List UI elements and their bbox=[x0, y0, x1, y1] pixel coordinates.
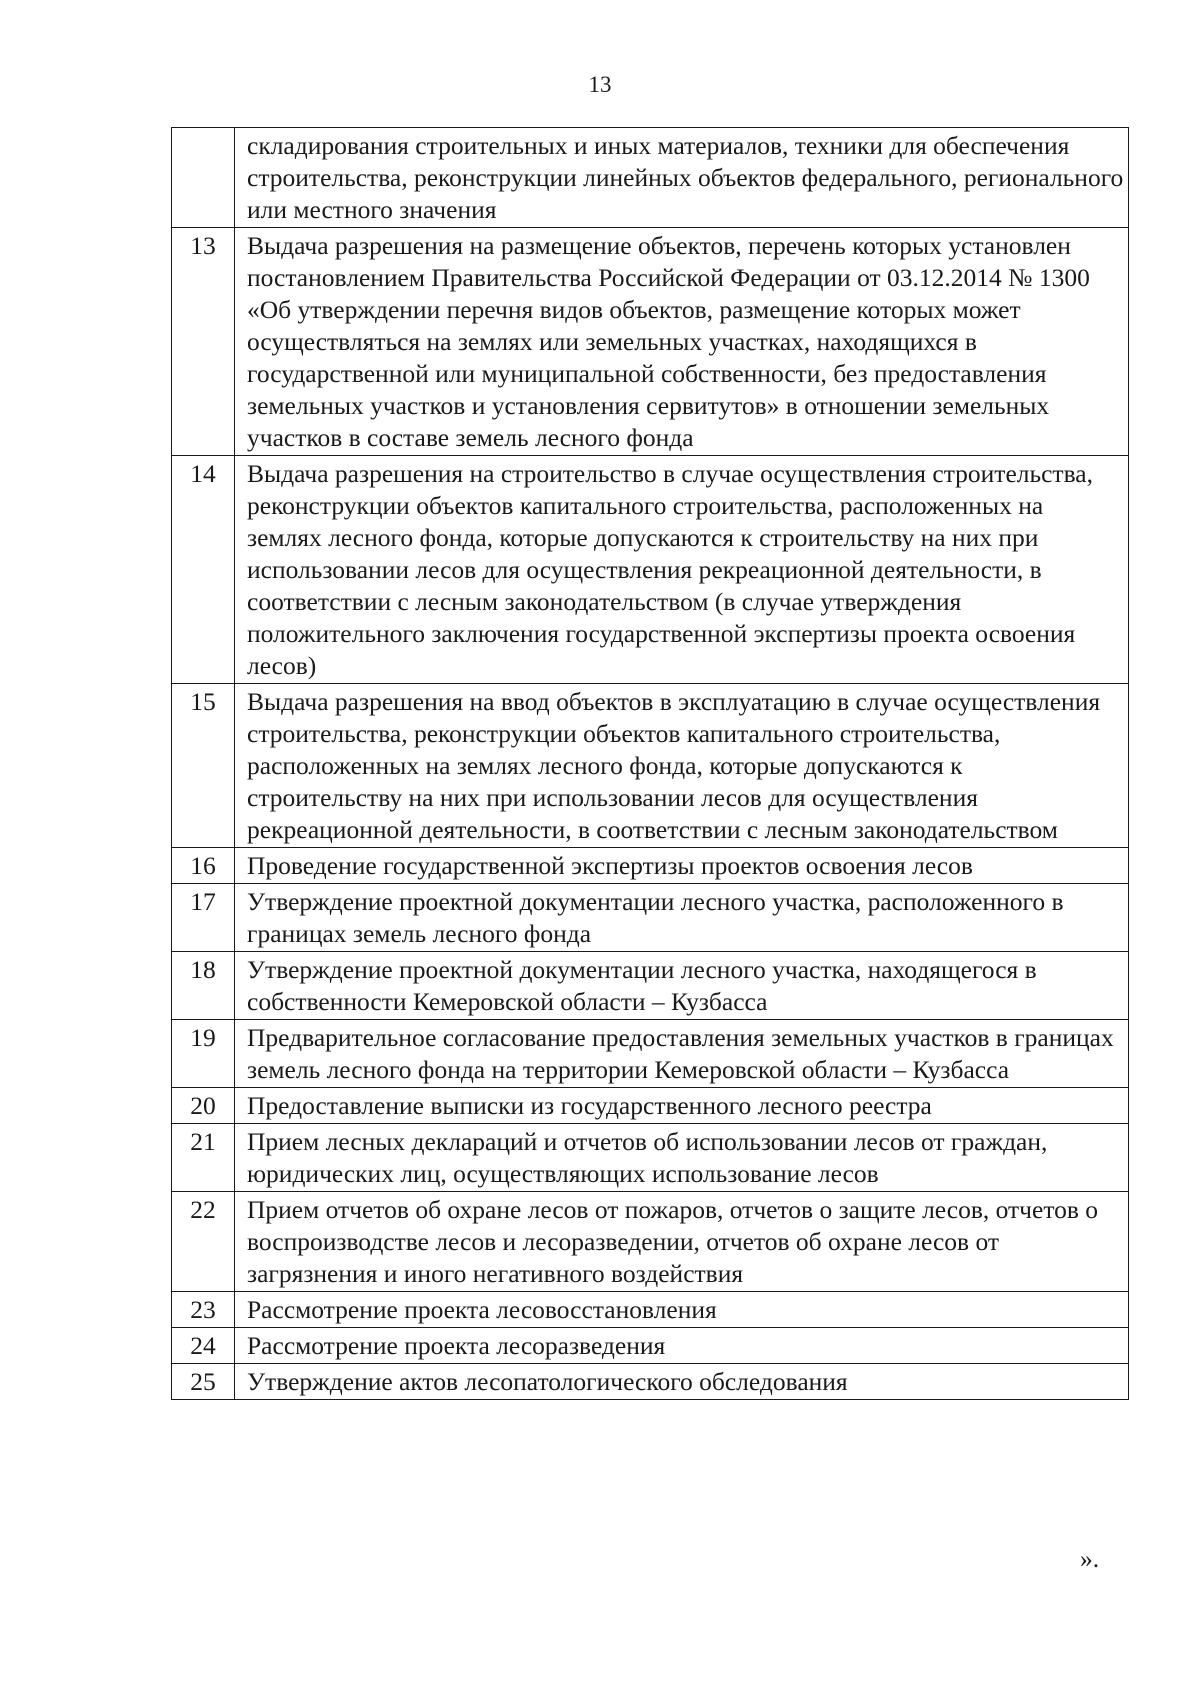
row-number: 17 bbox=[172, 884, 235, 952]
row-description: Рассмотрение проекта лесовосстановления bbox=[235, 1292, 1129, 1328]
services-table bbox=[171, 127, 1129, 1400]
row-description: Утверждение актов лесопатологического обследования bbox=[235, 1364, 1129, 1400]
row-number: 23 bbox=[172, 1292, 235, 1328]
row-description: Предварительное согласование предоставления земельных участков в границах земель лесного фонда на территории Кемеровской области – Кузбасса bbox=[235, 1020, 1129, 1088]
table-row bbox=[172, 848, 1129, 884]
row-description: Утверждение проектной документации лесного участка, находящегося в собственности Кемеровской области – Кузбасса bbox=[235, 952, 1129, 1020]
row-description: складирования строительных и иных материалов, техники для обеспечения строительства, реконструкции линейных объектов федерального, регионального или местного значения bbox=[235, 128, 1129, 228]
services-table-body bbox=[172, 128, 1129, 1400]
row-number: 15 bbox=[172, 684, 235, 848]
table-row bbox=[172, 1124, 1129, 1192]
row-number: 14 bbox=[172, 456, 235, 684]
row-number: 25 bbox=[172, 1364, 235, 1400]
table-row bbox=[172, 884, 1129, 952]
row-number bbox=[172, 128, 235, 228]
row-number: 19 bbox=[172, 1020, 235, 1088]
table-row bbox=[172, 952, 1129, 1020]
row-number: 18 bbox=[172, 952, 235, 1020]
row-number: 22 bbox=[172, 1192, 235, 1292]
table-row bbox=[172, 228, 1129, 456]
row-description: Рассмотрение проекта лесоразведения bbox=[235, 1328, 1129, 1364]
row-number: 13 bbox=[172, 228, 235, 456]
table-row bbox=[172, 1020, 1129, 1088]
row-number: 20 bbox=[172, 1088, 235, 1124]
row-description: Прием отчетов об охране лесов от пожаров, отчетов о защите лесов, отчетов о воспроизводстве лесов и лесоразведении, отчетов об охране лесов от загрязнения и иного негативного воздействия bbox=[235, 1192, 1129, 1292]
row-number: 16 bbox=[172, 848, 235, 884]
table-row bbox=[172, 1292, 1129, 1328]
row-number: 24 bbox=[172, 1328, 235, 1364]
closing-quote-mark: ». bbox=[1080, 1544, 1100, 1573]
table-row bbox=[172, 1328, 1129, 1364]
row-description: Предоставление выписки из государственного лесного реестра bbox=[235, 1088, 1129, 1124]
row-number: 21 bbox=[172, 1124, 235, 1192]
table-row bbox=[172, 1364, 1129, 1400]
table-row bbox=[172, 684, 1129, 848]
row-description: Выдача разрешения на строительство в случае осуществления строительства, реконструкции объектов капитального строительства, расположенных на землях лесного фонда, которые допускаются к строительству на них при использовании лесов для осуществления рекреационной деятельности, в соответствии с лесным законодательством (в случае утверждения положительного заключения государственной экспертизы проекта освоения лесов) bbox=[235, 456, 1129, 684]
row-description: Выдача разрешения на ввод объектов в эксплуатацию в случае осуществления строительства, реконструкции объектов капитального строительства, расположенных на землях лесного фонда, которые допускаются к строительству на них при использовании лесов для осуществления рекреационной деятельности, в соответствии с лесным законодательством bbox=[235, 684, 1129, 848]
table-row bbox=[172, 128, 1129, 228]
row-description: Проведение государственной экспертизы проектов освоения лесов bbox=[235, 848, 1129, 884]
row-description: Выдача разрешения на размещение объектов, перечень которых установлен постановлением Правительства Российской Федерации от 03.12.2014 № 1300 «Об утверждении перечня видов объектов, размещение которых может осуществляться на землях или земельных участках, находящихся в государственной или муниципальной собственности, без предоставления земельных участков и установления сервитутов» в отношении земельных участков в составе земель лесного фонда bbox=[235, 228, 1129, 456]
table-row bbox=[172, 456, 1129, 684]
row-description: Утверждение проектной документации лесного участка, расположенного в границах земель лесного фонда bbox=[235, 884, 1129, 952]
page-number: 13 bbox=[588, 72, 612, 97]
table-row bbox=[172, 1088, 1129, 1124]
row-description: Прием лесных деклараций и отчетов об использовании лесов от граждан, юридических лиц, осуществляющих использование лесов bbox=[235, 1124, 1129, 1192]
table-row bbox=[172, 1192, 1129, 1292]
